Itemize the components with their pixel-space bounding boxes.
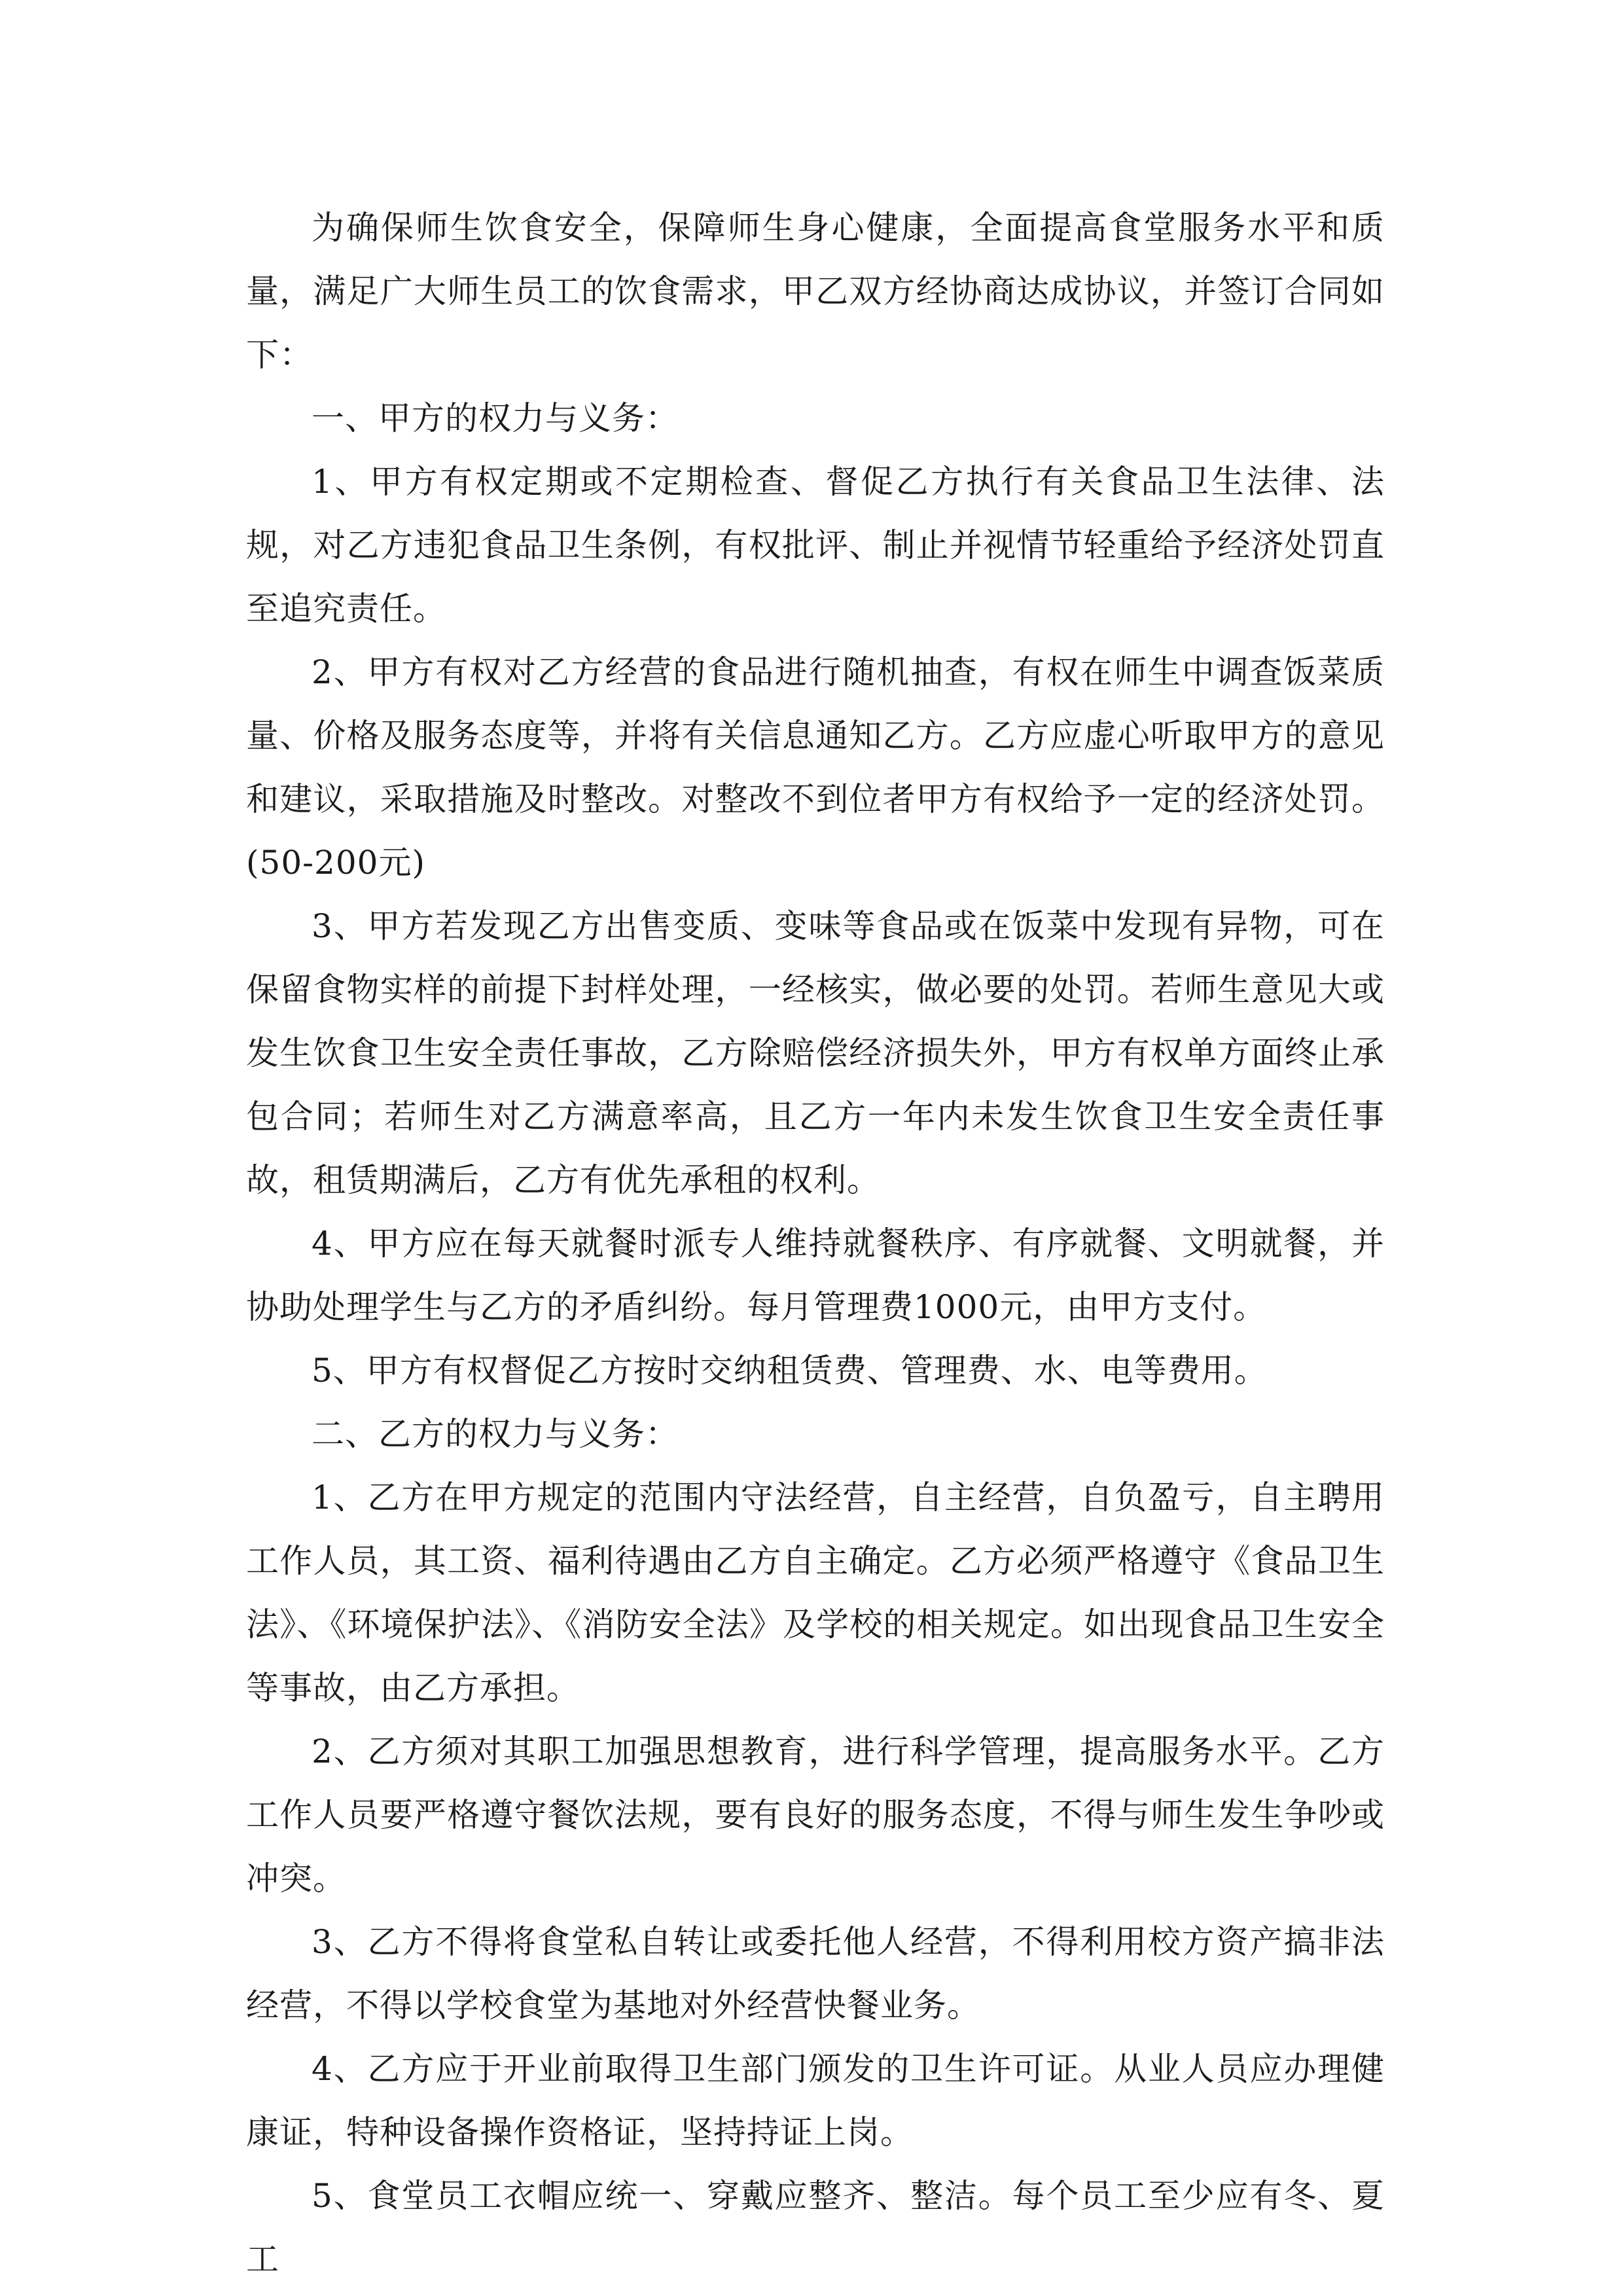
party-a-clause-5: 5、甲方有权督促乙方按时交纳租赁费、管理费、水、电等费用。	[312, 1352, 1268, 1390]
party-a-clause-3: 3、甲方若发现乙方出售变质、变味等食品或在饭菜中发现有异物，可在保留食物实样的前提下封样处理，一经核实，做必要的处罚。若师生意见大或发生饮食卫生安全责任事故，乙方除赔偿经济损失外，甲方有权单方面终止承包合同；若师生对乙方满意率高，且乙方一年内未发生饮食卫生安全责任事故，租赁期满后，乙方有优先承租的权利。	[246, 907, 1385, 1199]
party-b-clause-1: 1、乙方在甲方规定的范围内守法经营，自主经营，自负盈亏，自主聘用工作人员，其工资、福利待遇由乙方自主确定。乙方必须严格遵守《食品卫生法》、《环境保护法》、《消防安全法》及学校的相关规定。如出现食品卫生安全等事故，由乙方承担。	[246, 1479, 1385, 1707]
intro-paragraph: 为确保师生饮食安全，保障师生身心健康，全面提高食堂服务水平和质量，满足广大师生员工的饮食需求，甲乙双方经协商达成协议，并签订合同如下：	[246, 209, 1385, 374]
party-b-clause-2: 2、乙方须对其职工加强思想教育，进行科学管理，提高服务水平。乙方工作人员要严格遵守餐饮法规，要有良好的服务态度，不得与师生发生争吵或冲突。	[246, 1732, 1385, 1897]
section-heading-party-a: 一、甲方的权力与义务：	[312, 399, 679, 437]
party-a-clause-4: 4、甲方应在每天就餐时派专人维持就餐秩序、有序就餐、文明就餐，并协助处理学生与乙方的矛盾纠纷。每月管理费1000元，由甲方支付。	[246, 1225, 1385, 1326]
party-b-clause-5: 5、食堂员工衣帽应统一、穿戴应整齐、整洁。每个员工至少应有冬、夏工	[246, 2177, 1385, 2278]
document-page	[246, 196, 1385, 2291]
section-heading-party-b: 二、乙方的权力与义务：	[312, 1415, 679, 1453]
party-b-clause-3: 3、乙方不得将食堂私自转让或委托他人经营，不得利用校方资产搞非法经营，不得以学校食堂为基地对外经营快餐业务。	[246, 1923, 1385, 2024]
party-a-clause-2: 2、甲方有权对乙方经营的食品进行随机抽查，有权在师生中调查饭菜质量、价格及服务态度等，并将有关信息通知乙方。乙方应虚心听取甲方的意见和建议，采取措施及时整改。对整改不到位者甲方有权给予一定的经济处罚。(50-200元)	[246, 653, 1385, 882]
party-b-clause-4: 4、乙方应于开业前取得卫生部门颁发的卫生许可证。从业人员应办理健康证，特种设备操作资格证，坚持持证上岗。	[246, 2050, 1385, 2151]
party-a-clause-1: 1、甲方有权定期或不定期检查、督促乙方执行有关食品卫生法律、法规，对乙方违犯食品卫生条例，有权批评、制止并视情节轻重给予经济处罚直至追究责任。	[246, 463, 1385, 628]
